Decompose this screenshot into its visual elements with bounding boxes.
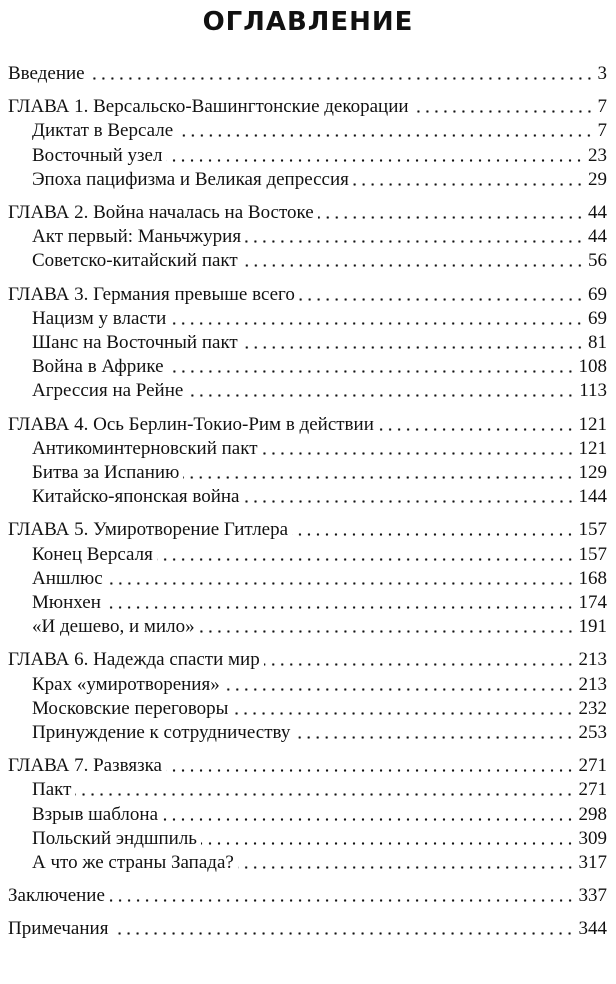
- toc-entry: [8, 648, 607, 672]
- toc-page-number: 121: [578, 413, 607, 435]
- dot-leader: [242, 346, 584, 349]
- toc-page-number: 81: [588, 332, 607, 353]
- toc-page-number: 29: [588, 168, 607, 190]
- toc-subentry: [32, 697, 607, 721]
- dot-leader: [157, 558, 575, 561]
- toc-entry: [8, 62, 607, 86]
- toc-subentry: [32, 307, 607, 331]
- toc-page-number: 23: [588, 144, 607, 166]
- toc-entry-title: Крах «умиротворения»: [32, 673, 220, 695]
- toc-entry-title: Диктат в Версале: [32, 120, 174, 142]
- toc-entry-title: Антикоминтерновский пакт: [32, 437, 258, 459]
- toc-entry-title: Агрессия на Рейне: [32, 380, 184, 402]
- dot-leader: [187, 394, 575, 397]
- toc-entry-title: ГЛАВА 6. Надежда спасти мир: [8, 649, 260, 671]
- toc-page-number: 298: [578, 803, 607, 825]
- toc-page-number: 213: [578, 673, 607, 695]
- toc-subentry: [32, 827, 607, 851]
- toc-subentry: [32, 379, 607, 403]
- toc-entry-title: Советско-китайский пакт: [32, 250, 238, 272]
- dot-leader: [112, 932, 574, 935]
- toc-entry-title: Принуждение к сотрудничеству: [32, 722, 291, 743]
- toc-page-number: 337: [578, 885, 607, 907]
- toc-subentry: [32, 144, 607, 168]
- dot-leader: [177, 134, 593, 137]
- toc-page-number: 121: [578, 437, 607, 459]
- dot-leader: [224, 688, 575, 691]
- toc-page-number: 69: [588, 307, 607, 329]
- toc-entry-title: Взрыв шаблона: [32, 803, 159, 825]
- dot-leader: [105, 606, 575, 609]
- toc-page-number: 113: [579, 380, 607, 402]
- toc-entry-title: «И дешево, и мило»: [32, 616, 195, 638]
- dot-leader: [245, 240, 584, 243]
- toc-subentry: [32, 437, 607, 461]
- toc-page-number: 191: [578, 616, 607, 638]
- toc-entry-title: ГЛАВА 5. Умиротворение Гитлера: [8, 519, 289, 541]
- dot-leader: [292, 533, 574, 536]
- dot-leader: [162, 818, 574, 821]
- dot-leader: [294, 736, 574, 739]
- toc-entry-title: ГЛАВА 1. Версальско-Вашингтонские декорации: [8, 96, 409, 118]
- toc-entry-title: Конец Версаля: [32, 543, 153, 565]
- toc-entry-title: Аншлюс: [32, 567, 103, 589]
- toc-entry-title: Московские переговоры: [32, 697, 229, 719]
- toc-entry: [8, 518, 607, 542]
- page-title: ОГЛАВЛЕНИЕ: [202, 7, 414, 37]
- toc-page-number: 7: [597, 96, 607, 118]
- toc-entry: [8, 917, 607, 941]
- toc-entry-title: ГЛАВА 7. Развязка: [8, 755, 162, 777]
- toc-subentry: [32, 485, 607, 509]
- toc-subentry: [32, 225, 607, 249]
- toc-page-number: 271: [578, 755, 607, 777]
- toc-page-number: 253: [578, 722, 607, 743]
- toc-entry-title: Польский эндшпиль: [32, 827, 197, 849]
- toc-subentry: [32, 249, 607, 273]
- toc-entry-title: Нацизм у власти: [32, 307, 167, 329]
- toc-entry-title: Война в Африке: [32, 356, 164, 378]
- toc-page-number: 144: [578, 486, 607, 508]
- dot-leader: [242, 264, 584, 267]
- dot-leader: [168, 370, 575, 373]
- dot-leader: [170, 322, 584, 325]
- dot-leader: [264, 663, 575, 666]
- dot-leader: [166, 159, 584, 162]
- toc-subentry: [32, 778, 607, 802]
- toc-page-number: 317: [578, 852, 607, 873]
- toc-entry-title: ГЛАВА 3. Германия превыше всего: [8, 283, 295, 305]
- toc-subentry: [32, 331, 607, 355]
- toc-entry: [8, 754, 607, 778]
- dot-leader: [199, 630, 575, 633]
- toc-entry-title: Битва за Испанию: [32, 462, 180, 483]
- toc-entry-title: Введение: [8, 63, 85, 84]
- dot-leader: [166, 769, 575, 772]
- toc-subentry: [32, 461, 607, 485]
- dot-leader: [378, 428, 575, 431]
- toc-subentry: [32, 567, 607, 591]
- toc-page-number: 56: [588, 250, 607, 272]
- dot-leader: [109, 899, 575, 902]
- toc-entry-title: Заключение: [8, 885, 105, 907]
- dot-leader: [262, 452, 575, 455]
- toc-page-number: 344: [578, 918, 607, 940]
- toc-entry: [8, 413, 607, 437]
- dot-leader: [75, 793, 574, 796]
- dot-leader: [107, 582, 575, 585]
- toc-entry-title: Китайско-японская война: [32, 486, 240, 508]
- toc-entry-title: ГЛАВА 4. Ось Берлин-Токио-Рим в действии: [8, 413, 374, 435]
- toc-page-number: 7: [597, 120, 607, 142]
- dot-leader: [183, 476, 574, 479]
- dot-leader: [232, 712, 574, 715]
- toc-page-number: 168: [578, 567, 607, 589]
- toc-entry-title: Шанс на Восточный пакт: [32, 332, 238, 353]
- toc-page-number: 213: [578, 649, 607, 671]
- toc-page-number: 271: [578, 779, 607, 801]
- toc-page-number: 44: [588, 226, 607, 248]
- toc-entry: [8, 283, 607, 307]
- toc-subentry: [32, 673, 607, 697]
- toc-entry-title: Примечания: [8, 918, 109, 940]
- toc-entry: [8, 884, 607, 908]
- toc-page-number: 174: [578, 592, 607, 613]
- toc-page-number: 3: [597, 63, 607, 84]
- toc-entry-title: А что же страны Запада?: [32, 852, 234, 873]
- toc-entry-title: Восточный узел: [32, 144, 163, 166]
- toc-entry-title: Акт первый: Маньчжурия: [32, 226, 242, 248]
- toc-subentry: [32, 119, 607, 143]
- toc-page-number: 129: [578, 462, 607, 483]
- dot-leader: [413, 110, 594, 113]
- dot-leader: [244, 500, 575, 503]
- dot-leader: [201, 842, 575, 845]
- dot-leader: [89, 77, 594, 80]
- toc-page-number: 44: [588, 202, 607, 223]
- toc-entry-title: Эпоха пацифизма и Великая депрессия: [32, 168, 349, 190]
- dot-leader: [299, 298, 584, 301]
- toc-entry: [8, 95, 607, 119]
- toc-subentry: [32, 851, 607, 875]
- toc-page-number: 108: [578, 356, 607, 378]
- toc-page-number: 309: [578, 827, 607, 849]
- toc-page-number: 157: [578, 543, 607, 565]
- toc-subentry: [32, 355, 607, 379]
- toc-subentry: [32, 591, 607, 615]
- toc-subentry: [32, 721, 607, 745]
- toc-subentry: [32, 615, 607, 639]
- toc-subentry: [32, 168, 607, 192]
- dot-leader: [353, 183, 584, 186]
- toc-page-number: 232: [578, 697, 607, 719]
- toc-subentry: [32, 543, 607, 567]
- toc-page-number: 157: [578, 519, 607, 541]
- toc-entry-title: Пакт: [32, 779, 72, 801]
- toc-entry-title: ГЛАВА 2. Война началась на Востоке: [8, 202, 314, 223]
- dot-leader: [238, 866, 575, 869]
- toc-entry-title: Мюнхен: [32, 592, 101, 613]
- dot-leader: [318, 216, 584, 219]
- toc-entry: [8, 201, 607, 225]
- toc-subentry: [32, 803, 607, 827]
- toc-page-number: 69: [588, 283, 607, 305]
